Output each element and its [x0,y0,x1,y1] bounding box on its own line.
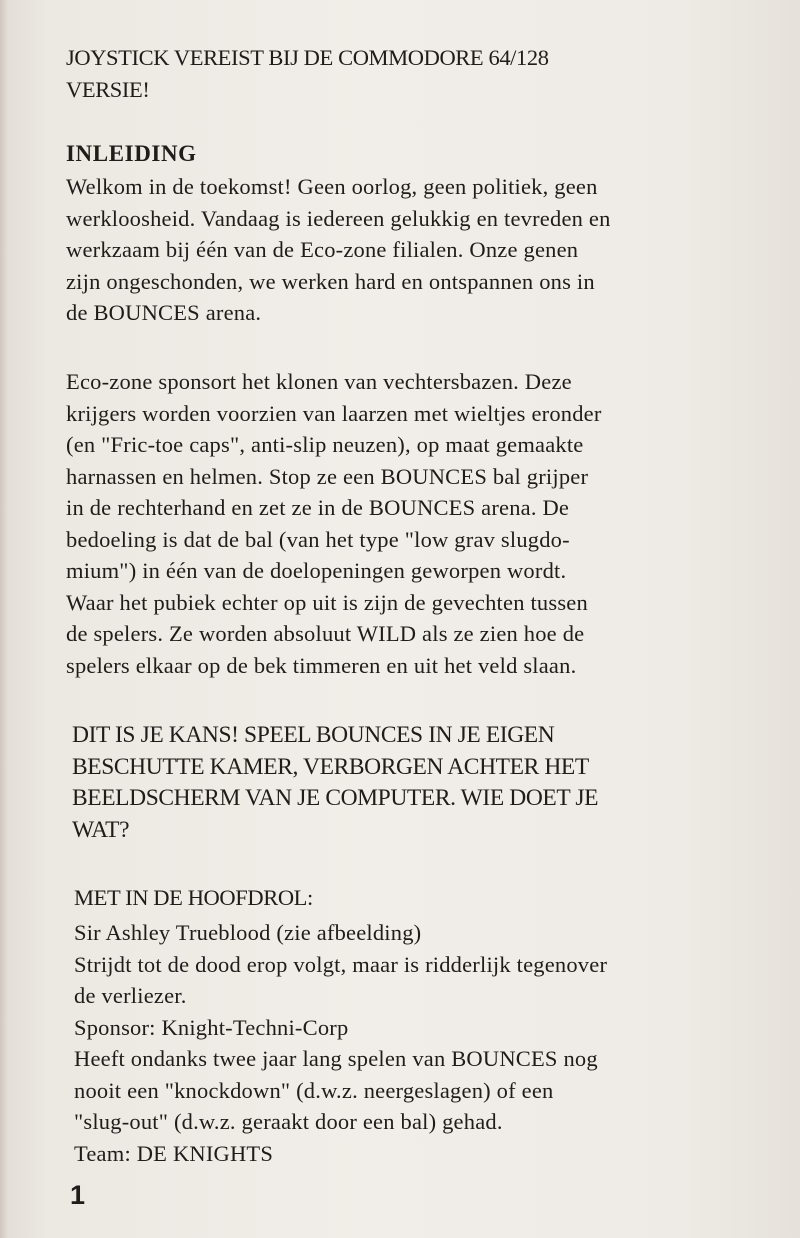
cast-description [74,917,754,1169]
intro-paragraph [66,171,746,329]
callout-line: BESCHUTTE KAMER, VERBORGEN ACHTER HET [72,753,589,780]
paragraph-line: (en "Fric-toe caps", anti-slip neuzen), op maat gemaakte [66,432,584,457]
cast-line: "slug-out" (d.w.z. geraakt door een bal) gehad. [74,1109,503,1134]
callout-line: BEELDSCHERM VAN JE COMPUTER. WIE DOET JE [72,785,599,811]
paragraph-line: in de rechterhand en zet ze in de BOUNCES arena. De [66,495,570,520]
callout-line: DIT IS JE KANS! SPEEL BOUNCES IN JE EIGEN [72,722,555,748]
cast-line: Strijdt tot de dood erop volgt, maar is ridderlijk tegenover [74,951,608,977]
requirement-line: JOYSTICK VEREIST BIJ DE COMMODORE 64/128 [66,45,549,70]
paragraph-line: werkzaam bij één van de Eco-zone filialen. Onze genen [66,237,579,262]
callout-paragraph [72,720,752,846]
cast-line: nooit een "knockdown" (d.w.z. neergeslagen) of een [74,1077,554,1103]
paragraph-line: harnassen en helmen. Stop ze een BOUNCES bal grijper [66,463,589,489]
paragraph-line: zijn ongeschonden, we werken hard en ontspannen ons in [66,268,595,294]
paragraph-line: Welkom in de toekomst! Geen oorlog, geen politiek, geen [66,174,598,199]
cast-line: Team: DE KNIGHTS [74,1140,274,1166]
paragraph-line: werkloosheid. Vandaag is iedereen gelukkig en tevreden en [66,205,611,231]
cast-line: Sir Ashley Trueblood (zie afbeelding) [74,920,422,945]
joystick-requirement [66,42,746,105]
paragraph-line: spelers elkaar op de bek timmeren en uit het veld slaan. [66,652,577,678]
paragraph-line: bedoeling is dat de bal (van het type "low grav slugdo- [66,526,570,552]
paragraph-line: de spelers. Ze worden absoluut WILD als ze zien hoe de [66,621,585,646]
page-edge-shadow [0,0,8,1238]
paragraph-line: krijgers worden voorzien van laarzen met wieltjes eronder [66,400,602,426]
intro-heading: INLEIDING [66,141,197,166]
ecozone-paragraph [66,366,746,681]
requirement-line: VERSIE! [66,76,150,102]
cast-heading: MET IN DE HOOFDROL: [74,885,313,910]
paragraph-line: Waar het pubiek echter op uit is zijn de gevechten tussen [66,589,588,615]
cast-line: Sponsor: Knight-Techni-Corp [74,1014,349,1040]
cast-line: Heeft ondanks twee jaar lang spelen van BOUNCES nog [74,1046,598,1071]
paragraph-line: de BOUNCES arena. [66,300,262,325]
callout-line: WAT? [72,816,130,843]
cast-line: de verliezer. [74,983,187,1008]
paragraph-line: mium") in één van de doelopeningen geworpen wordt. [66,558,567,583]
page-number: 1 [70,1180,86,1210]
paragraph-line: Eco-zone sponsort het klonen van vechtersbazen. Deze [66,369,572,394]
